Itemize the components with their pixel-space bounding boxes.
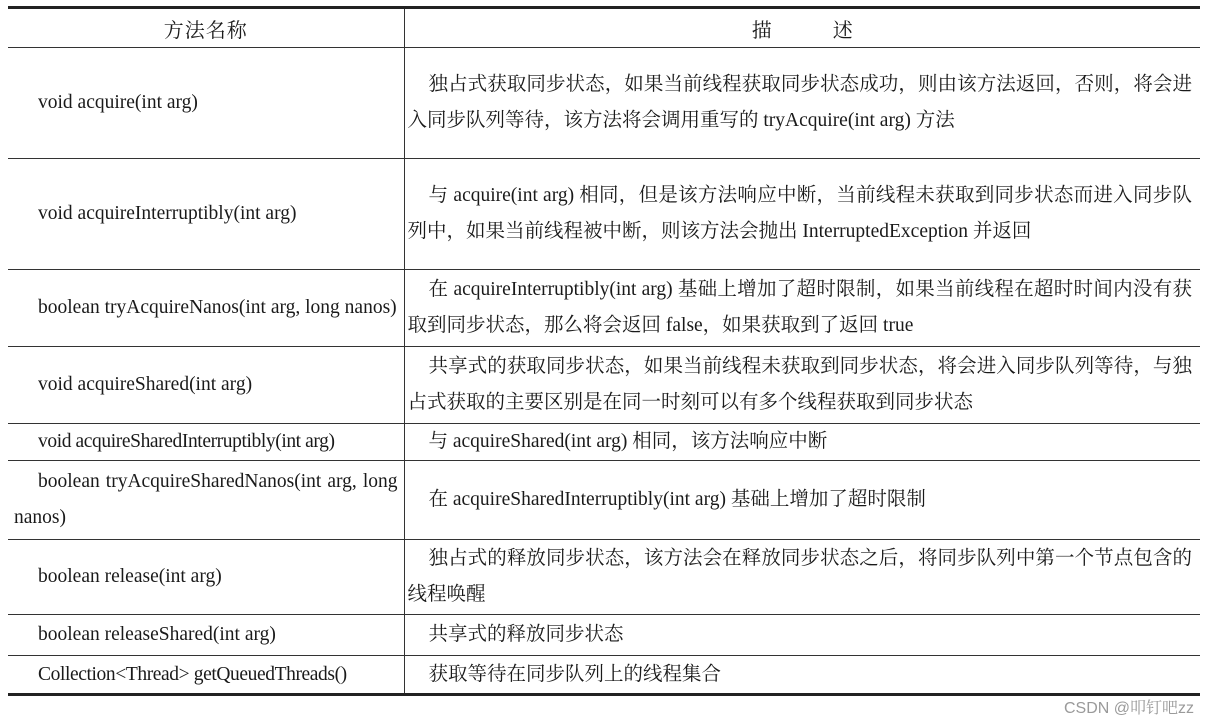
description-text: 独占式的释放同步状态，该方法会在释放同步状态之后，将同步队列中第一个节点包含的线程唤醒 (407, 548, 1192, 605)
table-header-row (8, 9, 1200, 48)
table-row (8, 347, 1200, 424)
method-name-text: boolean tryAcquireNanos(int arg, long nanos) (38, 297, 397, 318)
method-cell (8, 461, 404, 540)
description-text: 与 acquireShared(int arg) 相同，该方法响应中断 (428, 431, 828, 452)
table-row (8, 424, 1200, 461)
description-text: 与 acquire(int arg) 相同，但是该方法响应中断，当前线程未获取到同步状态而进入同步队列中，如果当前线程被中断，则该方法会抛出 InterruptedException 并返回 (407, 185, 1192, 242)
description-text: 共享式的获取同步状态，如果当前线程未获取到同步状态，将会进入同步队列等待，与独占式获取的主要区别是在同一时刻可以有多个线程获取到同步状态 (407, 356, 1192, 413)
method-cell (8, 424, 404, 461)
description-cell (404, 48, 1200, 159)
description-text: 共享式的释放同步状态 (428, 624, 624, 645)
method-name-text: Collection<Thread> getQueuedThreads() (38, 663, 347, 685)
method-cell (8, 656, 404, 694)
method-name-text: void acquireInterruptibly(int arg) (38, 203, 297, 224)
watermark: CSDN @叩钉吧zz (1063, 700, 1194, 717)
table-row (8, 615, 1200, 656)
header-description: 描 述 (404, 9, 1200, 48)
method-name-text: void acquireSharedInterruptibly(int arg) (38, 431, 335, 452)
methods-table (8, 9, 1200, 693)
description-text: 在 acquireSharedInterruptibly(int arg) 基础上增加了超时限制 (428, 489, 926, 510)
description-text: 在 acquireInterruptibly(int arg) 基础上增加了超时限制，如果当前线程在超时时间内没有获取到同步状态，那么将会返回 false，如果获取到了返回 true (407, 279, 1192, 336)
table-row (8, 461, 1200, 540)
method-name-text: boolean release(int arg) (38, 566, 222, 587)
method-name-text: boolean releaseShared(int arg) (38, 624, 276, 645)
description-text: 获取等待在同步队列上的线程集合 (428, 663, 722, 685)
description-cell (404, 159, 1200, 270)
table-row (8, 270, 1200, 347)
method-name-text: boolean tryAcquireSharedNanos(int arg, long nanos) (14, 471, 398, 528)
method-cell (8, 540, 404, 615)
method-name-text: void acquire(int arg) (38, 92, 198, 113)
description-cell (404, 540, 1200, 615)
method-cell (8, 347, 404, 424)
header-method-name: 方法名称 (8, 9, 404, 48)
table-row (8, 159, 1200, 270)
description-cell (404, 424, 1200, 461)
description-cell (404, 656, 1200, 694)
description-cell (404, 270, 1200, 347)
method-cell (8, 615, 404, 656)
description-cell (404, 347, 1200, 424)
method-name-text: void acquireShared(int arg) (38, 374, 253, 395)
table-row (8, 48, 1200, 159)
table-row (8, 540, 1200, 615)
description-cell (404, 461, 1200, 540)
method-cell (8, 270, 404, 347)
description-cell (404, 615, 1200, 656)
method-cell (8, 48, 404, 159)
method-cell (8, 159, 404, 270)
methods-table-container (8, 6, 1200, 696)
description-text: 独占式获取同步状态，如果当前线程获取同步状态成功，则由该方法返回，否则，将会进入同步队列等待，该方法将会调用重写的 tryAcquire(int arg) 方法 (407, 74, 1192, 131)
table-row (8, 656, 1200, 694)
